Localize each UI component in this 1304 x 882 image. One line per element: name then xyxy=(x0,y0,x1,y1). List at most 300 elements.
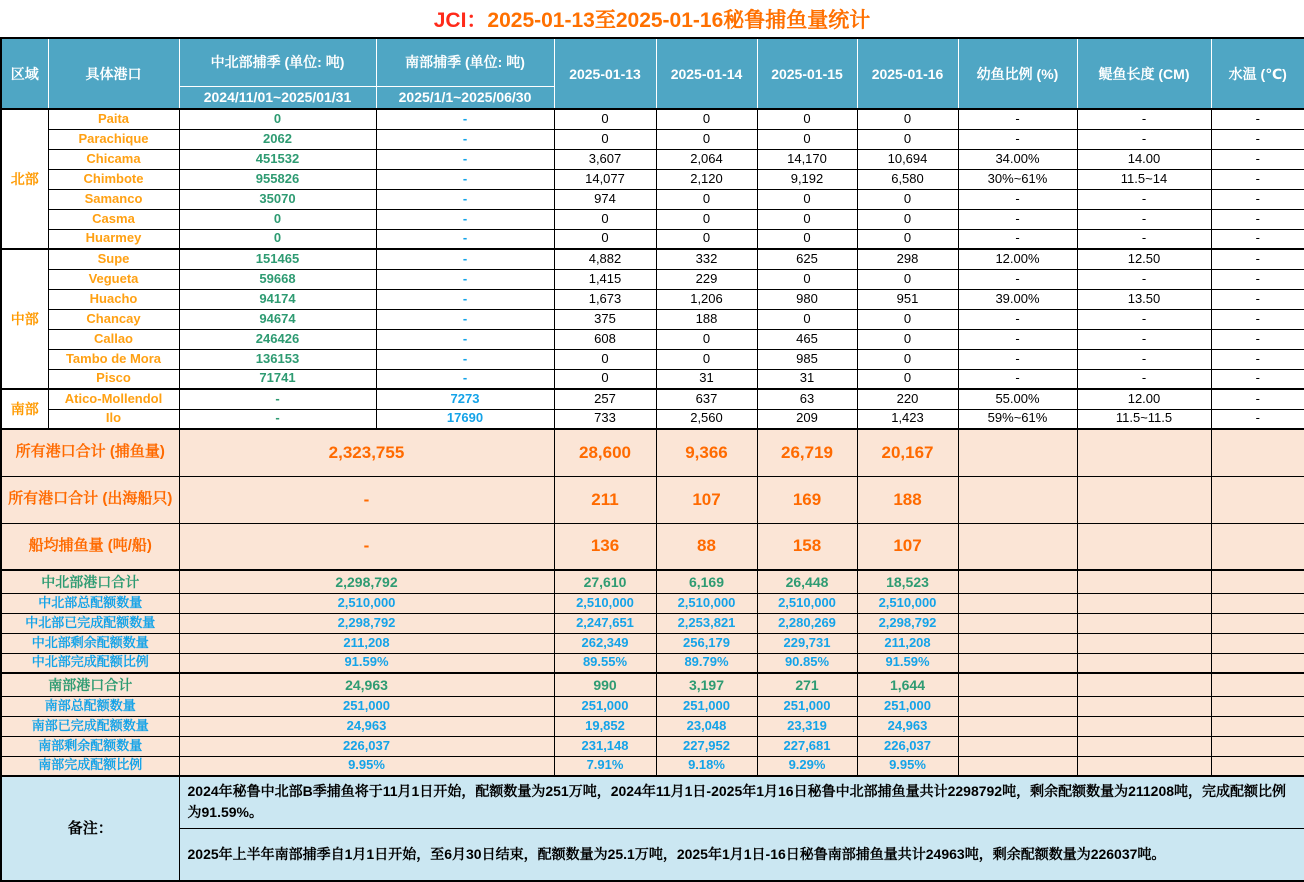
juvenile-ratio-cell: 55.00% xyxy=(958,389,1077,409)
daily-catch-cell-1: 0 xyxy=(656,329,757,349)
north-season-value-cell: 451532 xyxy=(179,149,376,169)
juvenile-ratio-cell: - xyxy=(958,369,1077,389)
anchovy-length-cell: 12.50 xyxy=(1077,249,1211,269)
water-temp-cell: - xyxy=(1211,149,1304,169)
daily-catch-cell-2: 31 xyxy=(757,369,857,389)
quota-daily-cell-0: 19,852 xyxy=(554,716,656,736)
title-date-range: 2025-01-13至2025-01-16秘鲁捕鱼量统计 xyxy=(487,8,871,32)
juvenile-ratio-cell: - xyxy=(958,329,1077,349)
port-name-cell: Chancay xyxy=(48,309,179,329)
south-season-value-cell: - xyxy=(376,309,554,329)
north-season-value-cell: 71741 xyxy=(179,369,376,389)
note-text-cell-1: 2025年上半年南部捕季自1月1日开始，至6月30日结束，配额数量为25.1万吨，2025年1月1日-16日秘鲁南部捕鱼量共计24963吨，剩余配额数量为226037吨。 xyxy=(179,828,1304,881)
juvenile-ratio-cell: - xyxy=(958,309,1077,329)
quota-daily-cell-2: 26,448 xyxy=(757,570,857,593)
header-water-temp: 水温 (℃) xyxy=(1211,38,1304,109)
header-date-3: 2025-01-16 xyxy=(857,38,958,109)
water-temp-cell: - xyxy=(1211,349,1304,369)
header-juvenile-ratio: 幼鱼比例 (%) xyxy=(958,38,1077,109)
summary-empty-cell xyxy=(958,523,1077,570)
summary-empty-cell xyxy=(958,429,1077,476)
port-name-cell: Parachique xyxy=(48,129,179,149)
quota-empty-cell xyxy=(1077,736,1211,756)
south-season-value-cell: - xyxy=(376,349,554,369)
daily-catch-cell-2: 0 xyxy=(757,129,857,149)
north-season-value-cell: 2062 xyxy=(179,129,376,149)
daily-catch-cell-0: 375 xyxy=(554,309,656,329)
daily-catch-cell-3: 0 xyxy=(857,129,958,149)
summary-daily-cell-3: 20,167 xyxy=(857,429,958,476)
summary-season-total-cell: - xyxy=(179,476,554,523)
quota-empty-cell xyxy=(958,570,1077,593)
port-name-cell: Vegueta xyxy=(48,269,179,289)
anchovy-length-cell: - xyxy=(1077,189,1211,209)
daily-catch-cell-3: 0 xyxy=(857,349,958,369)
quota-daily-cell-3: 9.95% xyxy=(857,756,958,776)
south-season-value-cell: 7273 xyxy=(376,389,554,409)
header-region: 区域 xyxy=(1,38,48,109)
daily-catch-cell-3: 0 xyxy=(857,309,958,329)
daily-catch-cell-2: 0 xyxy=(757,189,857,209)
quota-daily-cell-3: 2,510,000 xyxy=(857,593,958,613)
anchovy-length-cell: - xyxy=(1077,269,1211,289)
daily-catch-cell-0: 0 xyxy=(554,349,656,369)
quota-daily-cell-0: 89.55% xyxy=(554,653,656,673)
daily-catch-cell-3: 0 xyxy=(857,229,958,249)
daily-catch-cell-0: 0 xyxy=(554,129,656,149)
quota-daily-cell-2: 9.29% xyxy=(757,756,857,776)
quota-empty-cell xyxy=(958,613,1077,633)
south-season-value-cell: - xyxy=(376,269,554,289)
note-text-cell-0: 2024年秘鲁中北部B季捕鱼将于11月1日开始，配额数量为251万吨，2024年11月1日-2025年1月16日秘鲁中北部捕鱼量共计2298792吨，剩余配额数量为211208吨，完成配额比例为91.59%。 xyxy=(179,776,1304,828)
quota-daily-cell-1: 3,197 xyxy=(656,673,757,696)
south-season-value-cell: - xyxy=(376,169,554,189)
quota-empty-cell xyxy=(958,716,1077,736)
anchovy-length-cell: - xyxy=(1077,329,1211,349)
quota-season-total-cell: 9.95% xyxy=(179,756,554,776)
juvenile-ratio-cell: - xyxy=(958,269,1077,289)
summary-daily-cell-2: 158 xyxy=(757,523,857,570)
south-season-value-cell: - xyxy=(376,229,554,249)
daily-catch-cell-2: 625 xyxy=(757,249,857,269)
port-name-cell: Huarmey xyxy=(48,229,179,249)
quota-empty-cell xyxy=(1211,716,1304,736)
juvenile-ratio-cell: - xyxy=(958,109,1077,129)
water-temp-cell: - xyxy=(1211,389,1304,409)
quota-daily-cell-1: 6,169 xyxy=(656,570,757,593)
north-season-value-cell: 136153 xyxy=(179,349,376,369)
juvenile-ratio-cell: - xyxy=(958,349,1077,369)
daily-catch-cell-2: 0 xyxy=(757,309,857,329)
daily-catch-cell-2: 0 xyxy=(757,109,857,129)
daily-catch-cell-0: 974 xyxy=(554,189,656,209)
south-season-value-cell: - xyxy=(376,129,554,149)
quota-daily-cell-1: 2,253,821 xyxy=(656,613,757,633)
daily-catch-cell-0: 733 xyxy=(554,409,656,429)
port-name-cell: Pisco xyxy=(48,369,179,389)
region-cell: 中部 xyxy=(1,249,48,389)
port-name-cell: Supe xyxy=(48,249,179,269)
quota-daily-cell-2: 90.85% xyxy=(757,653,857,673)
note-label-cell: 备注： xyxy=(1,776,179,881)
quota-empty-cell xyxy=(958,736,1077,756)
daily-catch-cell-3: 10,694 xyxy=(857,149,958,169)
quota-empty-cell xyxy=(1211,613,1304,633)
quota-label-cell: 中北部港口合计 xyxy=(1,570,179,593)
north-season-value-cell: 94174 xyxy=(179,289,376,309)
anchovy-length-cell: - xyxy=(1077,209,1211,229)
summary-empty-cell xyxy=(958,476,1077,523)
north-season-value-cell: - xyxy=(179,409,376,429)
water-temp-cell: - xyxy=(1211,109,1304,129)
daily-catch-cell-2: 980 xyxy=(757,289,857,309)
juvenile-ratio-cell: 30%~61% xyxy=(958,169,1077,189)
water-temp-cell: - xyxy=(1211,409,1304,429)
water-temp-cell: - xyxy=(1211,169,1304,189)
quota-season-total-cell: 24,963 xyxy=(179,716,554,736)
quota-daily-cell-3: 211,208 xyxy=(857,633,958,653)
quota-daily-cell-3: 91.59% xyxy=(857,653,958,673)
south-season-value-cell: - xyxy=(376,289,554,309)
quota-empty-cell xyxy=(1077,613,1211,633)
juvenile-ratio-cell: 39.00% xyxy=(958,289,1077,309)
summary-daily-cell-2: 26,719 xyxy=(757,429,857,476)
daily-catch-cell-3: 951 xyxy=(857,289,958,309)
quota-daily-cell-2: 227,681 xyxy=(757,736,857,756)
summary-empty-cell xyxy=(1077,476,1211,523)
quota-daily-cell-1: 23,048 xyxy=(656,716,757,736)
daily-catch-cell-3: 0 xyxy=(857,189,958,209)
port-name-cell: Chicama xyxy=(48,149,179,169)
north-season-value-cell: 94674 xyxy=(179,309,376,329)
quota-daily-cell-2: 271 xyxy=(757,673,857,696)
quota-daily-cell-3: 1,644 xyxy=(857,673,958,696)
daily-catch-cell-0: 1,415 xyxy=(554,269,656,289)
quota-daily-cell-3: 2,298,792 xyxy=(857,613,958,633)
daily-catch-cell-1: 332 xyxy=(656,249,757,269)
summary-daily-cell-1: 88 xyxy=(656,523,757,570)
quota-season-total-cell: 2,298,792 xyxy=(179,613,554,633)
daily-catch-cell-1: 0 xyxy=(656,349,757,369)
quota-empty-cell xyxy=(1077,593,1211,613)
quota-empty-cell xyxy=(1077,696,1211,716)
quota-empty-cell xyxy=(1211,736,1304,756)
daily-catch-cell-2: 465 xyxy=(757,329,857,349)
anchovy-length-cell: - xyxy=(1077,349,1211,369)
daily-catch-cell-2: 14,170 xyxy=(757,149,857,169)
north-season-value-cell: 0 xyxy=(179,109,376,129)
daily-catch-cell-1: 1,206 xyxy=(656,289,757,309)
juvenile-ratio-cell: - xyxy=(958,229,1077,249)
daily-catch-cell-1: 188 xyxy=(656,309,757,329)
daily-catch-cell-3: 220 xyxy=(857,389,958,409)
header-south-season-range: 2025/1/1~2025/06/30 xyxy=(376,86,554,109)
quota-daily-cell-1: 2,510,000 xyxy=(656,593,757,613)
south-season-value-cell: - xyxy=(376,249,554,269)
region-cell: 南部 xyxy=(1,389,48,429)
water-temp-cell: - xyxy=(1211,209,1304,229)
quota-label-cell: 南部完成配额比例 xyxy=(1,756,179,776)
quota-daily-cell-3: 251,000 xyxy=(857,696,958,716)
quota-label-cell: 中北部总配额数量 xyxy=(1,593,179,613)
summary-daily-cell-0: 28,600 xyxy=(554,429,656,476)
juvenile-ratio-cell: - xyxy=(958,209,1077,229)
daily-catch-cell-1: 229 xyxy=(656,269,757,289)
quota-empty-cell xyxy=(958,653,1077,673)
quota-daily-cell-2: 251,000 xyxy=(757,696,857,716)
south-season-value-cell: - xyxy=(376,369,554,389)
summary-empty-cell xyxy=(1211,476,1304,523)
north-season-value-cell: 59668 xyxy=(179,269,376,289)
water-temp-cell: - xyxy=(1211,189,1304,209)
quota-season-total-cell: 211,208 xyxy=(179,633,554,653)
water-temp-cell: - xyxy=(1211,329,1304,349)
quota-daily-cell-1: 89.79% xyxy=(656,653,757,673)
daily-catch-cell-0: 4,882 xyxy=(554,249,656,269)
header-south-season: 南部捕季 (单位: 吨) xyxy=(376,38,554,86)
header-port: 具体港口 xyxy=(48,38,179,109)
title-jci-label: JCI： xyxy=(433,8,488,32)
water-temp-cell: - xyxy=(1211,289,1304,309)
summary-daily-cell-1: 107 xyxy=(656,476,757,523)
header-north-season: 中北部捕季 (单位: 吨) xyxy=(179,38,376,86)
anchovy-length-cell: 13.50 xyxy=(1077,289,1211,309)
summary-empty-cell xyxy=(1077,429,1211,476)
anchovy-length-cell: - xyxy=(1077,109,1211,129)
port-name-cell: Paita xyxy=(48,109,179,129)
quota-empty-cell xyxy=(1077,716,1211,736)
header-anchovy-length: 鳀鱼长度 (CM) xyxy=(1077,38,1211,109)
quota-daily-cell-2: 229,731 xyxy=(757,633,857,653)
summary-label-cell: 所有港口合计 (出海船只) xyxy=(1,476,179,523)
daily-catch-cell-0: 608 xyxy=(554,329,656,349)
quota-empty-cell xyxy=(1211,633,1304,653)
port-name-cell: Ilo xyxy=(48,409,179,429)
port-name-cell: Callao xyxy=(48,329,179,349)
quota-empty-cell xyxy=(1211,653,1304,673)
quota-daily-cell-3: 24,963 xyxy=(857,716,958,736)
quota-daily-cell-3: 226,037 xyxy=(857,736,958,756)
quota-empty-cell xyxy=(1077,653,1211,673)
south-season-value-cell: 17690 xyxy=(376,409,554,429)
daily-catch-cell-0: 3,607 xyxy=(554,149,656,169)
daily-catch-cell-1: 31 xyxy=(656,369,757,389)
south-season-value-cell: - xyxy=(376,149,554,169)
anchovy-length-cell: - xyxy=(1077,229,1211,249)
quota-empty-cell xyxy=(1077,673,1211,696)
daily-catch-cell-3: 0 xyxy=(857,269,958,289)
summary-daily-cell-0: 211 xyxy=(554,476,656,523)
summary-empty-cell xyxy=(1211,523,1304,570)
header-date-1: 2025-01-14 xyxy=(656,38,757,109)
quota-daily-cell-0: 262,349 xyxy=(554,633,656,653)
quota-label-cell: 南部剩余配额数量 xyxy=(1,736,179,756)
daily-catch-cell-3: 1,423 xyxy=(857,409,958,429)
north-season-value-cell: 0 xyxy=(179,209,376,229)
quota-season-total-cell: 2,298,792 xyxy=(179,570,554,593)
port-name-cell: Tambo de Mora xyxy=(48,349,179,369)
port-name-cell: Chimbote xyxy=(48,169,179,189)
quota-daily-cell-3: 18,523 xyxy=(857,570,958,593)
juvenile-ratio-cell: - xyxy=(958,189,1077,209)
quota-daily-cell-0: 251,000 xyxy=(554,696,656,716)
quota-daily-cell-0: 990 xyxy=(554,673,656,696)
daily-catch-cell-0: 0 xyxy=(554,369,656,389)
summary-label-cell: 所有港口合计 (捕鱼量) xyxy=(1,429,179,476)
daily-catch-cell-2: 0 xyxy=(757,209,857,229)
daily-catch-cell-2: 985 xyxy=(757,349,857,369)
water-temp-cell: - xyxy=(1211,249,1304,269)
quota-daily-cell-0: 2,247,651 xyxy=(554,613,656,633)
north-season-value-cell: 35070 xyxy=(179,189,376,209)
quota-empty-cell xyxy=(1211,696,1304,716)
port-name-cell: Huacho xyxy=(48,289,179,309)
summary-daily-cell-2: 169 xyxy=(757,476,857,523)
south-season-value-cell: - xyxy=(376,209,554,229)
quota-season-total-cell: 91.59% xyxy=(179,653,554,673)
water-temp-cell: - xyxy=(1211,269,1304,289)
page-title xyxy=(0,0,1304,37)
summary-daily-cell-0: 136 xyxy=(554,523,656,570)
anchovy-length-cell: 11.5~14 xyxy=(1077,169,1211,189)
juvenile-ratio-cell: 34.00% xyxy=(958,149,1077,169)
daily-catch-cell-3: 0 xyxy=(857,209,958,229)
quota-daily-cell-0: 27,610 xyxy=(554,570,656,593)
quota-empty-cell xyxy=(1077,570,1211,593)
summary-daily-cell-3: 188 xyxy=(857,476,958,523)
quota-daily-cell-2: 2,280,269 xyxy=(757,613,857,633)
daily-catch-cell-0: 0 xyxy=(554,229,656,249)
quota-daily-cell-0: 231,148 xyxy=(554,736,656,756)
daily-catch-cell-1: 0 xyxy=(656,109,757,129)
header-north-season-range: 2024/11/01~2025/01/31 xyxy=(179,86,376,109)
quota-empty-cell xyxy=(1211,593,1304,613)
summary-season-total-cell: 2,323,755 xyxy=(179,429,554,476)
daily-catch-cell-1: 0 xyxy=(656,129,757,149)
south-season-value-cell: - xyxy=(376,189,554,209)
quota-daily-cell-2: 2,510,000 xyxy=(757,593,857,613)
anchovy-length-cell: - xyxy=(1077,369,1211,389)
south-season-value-cell: - xyxy=(376,109,554,129)
daily-catch-cell-2: 0 xyxy=(757,269,857,289)
daily-catch-cell-1: 0 xyxy=(656,209,757,229)
quota-season-total-cell: 2,510,000 xyxy=(179,593,554,613)
daily-catch-cell-0: 0 xyxy=(554,109,656,129)
quota-label-cell: 南部港口合计 xyxy=(1,673,179,696)
water-temp-cell: - xyxy=(1211,309,1304,329)
quota-empty-cell xyxy=(958,756,1077,776)
port-name-cell: Casma xyxy=(48,209,179,229)
header-date-0: 2025-01-13 xyxy=(554,38,656,109)
daily-catch-cell-0: 1,673 xyxy=(554,289,656,309)
juvenile-ratio-cell: - xyxy=(958,129,1077,149)
quota-daily-cell-2: 23,319 xyxy=(757,716,857,736)
daily-catch-cell-1: 0 xyxy=(656,189,757,209)
port-name-cell: Samanco xyxy=(48,189,179,209)
summary-season-total-cell: - xyxy=(179,523,554,570)
anchovy-length-cell: - xyxy=(1077,309,1211,329)
quota-label-cell: 南部已完成配额数量 xyxy=(1,716,179,736)
quota-label-cell: 中北部完成配额比例 xyxy=(1,653,179,673)
quota-empty-cell xyxy=(958,673,1077,696)
north-season-value-cell: 955826 xyxy=(179,169,376,189)
quota-season-total-cell: 226,037 xyxy=(179,736,554,756)
quota-season-total-cell: 251,000 xyxy=(179,696,554,716)
quota-label-cell: 南部总配额数量 xyxy=(1,696,179,716)
north-season-value-cell: 246426 xyxy=(179,329,376,349)
daily-catch-cell-3: 6,580 xyxy=(857,169,958,189)
quota-daily-cell-1: 9.18% xyxy=(656,756,757,776)
daily-catch-cell-0: 14,077 xyxy=(554,169,656,189)
anchovy-length-cell: - xyxy=(1077,129,1211,149)
quota-empty-cell xyxy=(958,593,1077,613)
north-season-value-cell: - xyxy=(179,389,376,409)
daily-catch-cell-1: 2,064 xyxy=(656,149,757,169)
port-name-cell: Atico-Mollendol xyxy=(48,389,179,409)
quota-empty-cell xyxy=(958,633,1077,653)
daily-catch-cell-1: 637 xyxy=(656,389,757,409)
quota-season-total-cell: 24,963 xyxy=(179,673,554,696)
quota-empty-cell xyxy=(1211,570,1304,593)
daily-catch-cell-1: 2,560 xyxy=(656,409,757,429)
water-temp-cell: - xyxy=(1211,129,1304,149)
quota-daily-cell-1: 227,952 xyxy=(656,736,757,756)
daily-catch-cell-2: 9,192 xyxy=(757,169,857,189)
daily-catch-cell-3: 298 xyxy=(857,249,958,269)
juvenile-ratio-cell: 12.00% xyxy=(958,249,1077,269)
anchovy-length-cell: 14.00 xyxy=(1077,149,1211,169)
daily-catch-cell-0: 257 xyxy=(554,389,656,409)
daily-catch-cell-2: 63 xyxy=(757,389,857,409)
quota-label-cell: 中北部剩余配额数量 xyxy=(1,633,179,653)
quota-label-cell: 中北部已完成配额数量 xyxy=(1,613,179,633)
south-season-value-cell: - xyxy=(376,329,554,349)
anchovy-length-cell: 12.00 xyxy=(1077,389,1211,409)
quota-empty-cell xyxy=(1211,673,1304,696)
daily-catch-cell-0: 0 xyxy=(554,209,656,229)
water-temp-cell: - xyxy=(1211,229,1304,249)
catch-statistics-table xyxy=(0,37,1304,882)
daily-catch-cell-3: 0 xyxy=(857,329,958,349)
summary-daily-cell-1: 9,366 xyxy=(656,429,757,476)
summary-daily-cell-3: 107 xyxy=(857,523,958,570)
quota-empty-cell xyxy=(1077,633,1211,653)
quota-daily-cell-0: 2,510,000 xyxy=(554,593,656,613)
summary-empty-cell xyxy=(1211,429,1304,476)
quota-daily-cell-1: 251,000 xyxy=(656,696,757,716)
juvenile-ratio-cell: 59%~61% xyxy=(958,409,1077,429)
water-temp-cell: - xyxy=(1211,369,1304,389)
daily-catch-cell-2: 209 xyxy=(757,409,857,429)
daily-catch-cell-2: 0 xyxy=(757,229,857,249)
north-season-value-cell: 151465 xyxy=(179,249,376,269)
daily-catch-cell-3: 0 xyxy=(857,109,958,129)
quota-empty-cell xyxy=(1211,756,1304,776)
summary-empty-cell xyxy=(1077,523,1211,570)
daily-catch-cell-1: 2,120 xyxy=(656,169,757,189)
region-cell: 北部 xyxy=(1,109,48,249)
quota-empty-cell xyxy=(958,696,1077,716)
quota-daily-cell-1: 256,179 xyxy=(656,633,757,653)
quota-daily-cell-0: 7.91% xyxy=(554,756,656,776)
daily-catch-cell-3: 0 xyxy=(857,369,958,389)
quota-empty-cell xyxy=(1077,756,1211,776)
summary-label-cell: 船均捕鱼量 (吨/船) xyxy=(1,523,179,570)
header-date-2: 2025-01-15 xyxy=(757,38,857,109)
north-season-value-cell: 0 xyxy=(179,229,376,249)
daily-catch-cell-1: 0 xyxy=(656,229,757,249)
anchovy-length-cell: 11.5~11.5 xyxy=(1077,409,1211,429)
